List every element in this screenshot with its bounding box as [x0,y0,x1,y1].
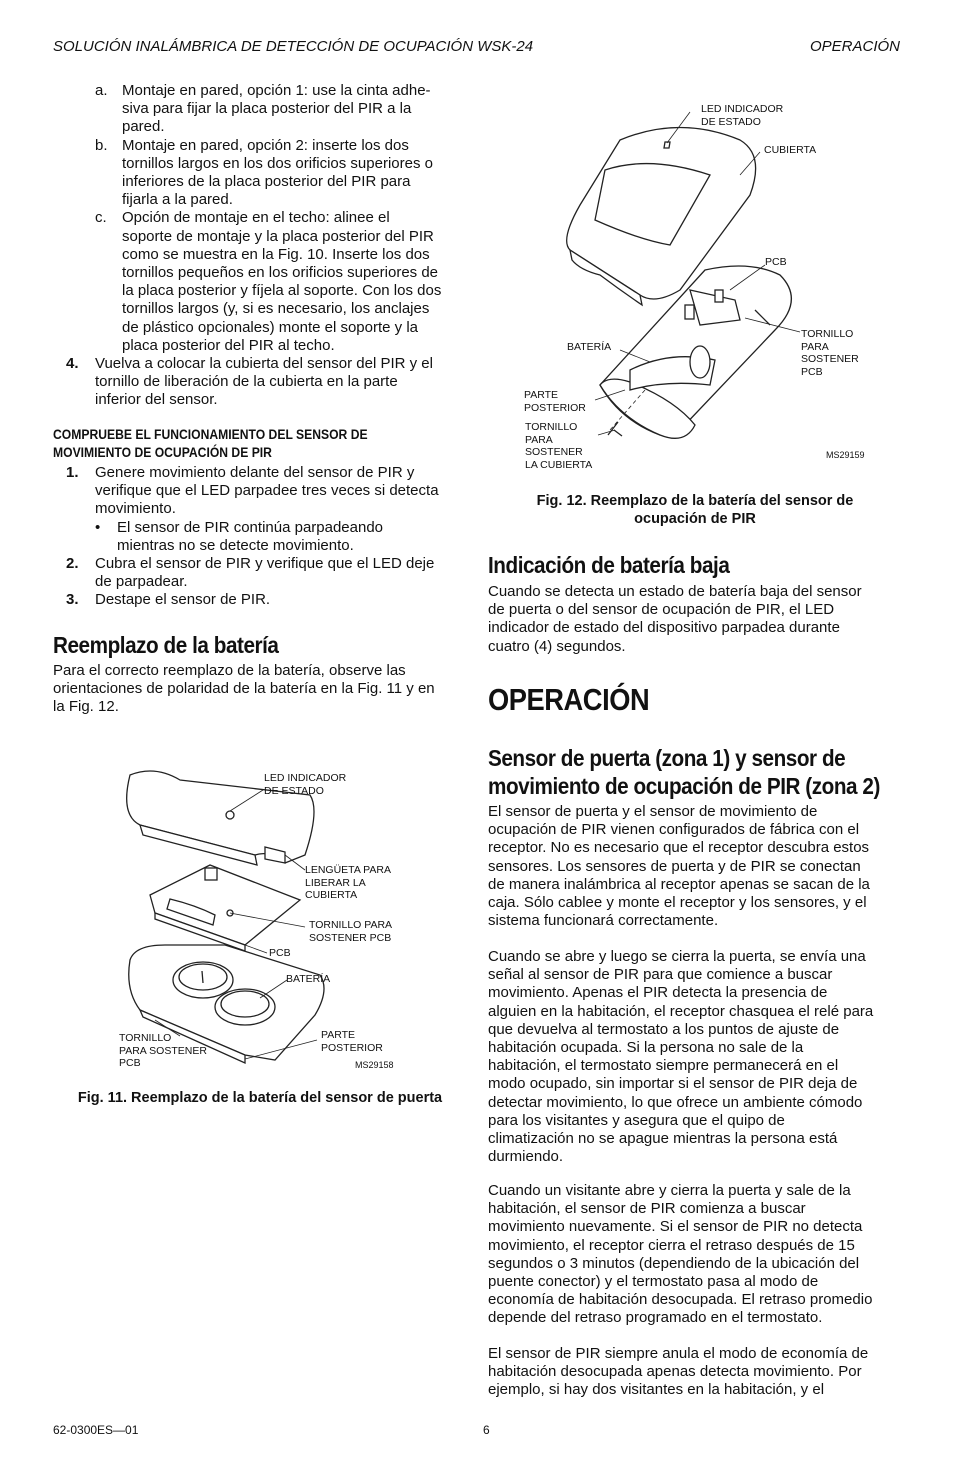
footer-page-number: 6 [483,1423,490,1437]
battery-paragraph: Para el correcto reemplazo de la batería, observe las orientaciones de polaridad de la batería en la Fig. 11 y en la Fig. 12. [53,662,435,716]
check-steps-list [66,464,476,610]
step-4: 4. Vuelva a colocar la cubierta del sensor del PIR y el tornillo de liberación de la cubierta en la parte inferior del sensor. [66,355,433,409]
fig12-caption: Fig. 12. Reemplazo de la batería del sensor de ocupación de PIR [536,493,854,527]
list-item: 2. Cubra el sensor de PIR y verifique que el LED deje de parpadear. [66,555,435,591]
fig11-label-pcb: PCB [269,947,291,959]
fig12-label-back: PARTE POSTERIOR [524,389,586,414]
running-header-title: SOLUCIÓN INALÁMBRICA DE DETECCIÓN DE OCUPACIÓN WSK-24 [53,38,534,55]
fig12-label-cover: CUBIERTA [764,144,817,156]
operation-subheading: Sensor de puerta (zona 1) y sensor de movimiento de ocupación de PIR (zona 2) [488,745,880,799]
operation-heading: OPERACIÓN [488,682,650,717]
fig12-label-battery: BATERÍA [567,341,612,353]
fig11-label-screw-pcb: TORNILLO PARA SOSTENER PCB [309,919,393,944]
operation-paragraph-4: El sensor de PIR siempre anula el modo de economía de habitación desocupada apenas detecta movimiento. Por ejemplo, si hay dos visitantes en la habitación, y el [488,1345,869,1399]
list-item: • El sensor de PIR continúa parpadeando mientras no se detecte movimiento. [95,518,384,554]
fig11-label-back: PARTE POSTERIOR [321,1029,383,1054]
list-item-text: Opción de montaje en el techo: alinee el soporte de montaje y la placa posterior del PIR como se muestra en la Fig. 10. Inserte los dos tornillos pequeños en los orificios superiores de la placa posterior y fíjela al soporte. Con los dos tornillos largos (y, si es necesario, los anclajes de plástico opcionales) monte el soporte y la placa posterior del PIR al techo. [122,209,442,354]
list-marker: 2. [66,555,79,573]
list-marker: 3. [66,591,79,609]
fig12-label-pcb: PCB [765,256,787,268]
operation-paragraph-3: Cuando un visitante abre y cierra la puerta y sale de la habitación, el sensor de PIR comienza a buscar movimiento nuevamente. Si el sensor de PIR no detecta movimiento, el receptor cierra el retraso después de 15 segundos o 3 minutos (dependiendo de la ubicación del puente conector) y el termostato pasa al modo de economía de habitación desocupada. El retraso promedio depende del retraso programado en el termostato. [488,1182,873,1327]
list-item [95,82,475,137]
fig11-code: MS29158 [355,1060,394,1070]
fig12-code: MS29159 [826,450,865,460]
list-item [95,137,475,210]
mounting-steps-list [95,82,475,355]
fig12-label-screw-cover: TORNILLO PARA SOSTENER LA CUBIERTA [525,421,593,471]
fig11-label-led: LED INDICADOR DE ESTADO [264,772,347,797]
list-marker: b. [95,136,108,154]
battery-heading: Reemplazo de la batería [53,632,279,658]
fig11-label-tab: LENGÜETA PARA LIBERAR LA CUBIERTA [305,864,391,901]
fig11-label-battery: BATERÍA [286,973,331,985]
fig12-label-screw-pcb: TORNILLO PARA SOSTENER PCB [801,328,859,378]
fig11-label-screw-left: TORNILLO PARA SOSTENER PCB [119,1032,207,1069]
low-battery-paragraph: Cuando se detecta un estado de batería baja del sensor de puerta o del sensor de ocupación de PIR, el LED indicador de estado del dispositivo parpadea durante cuatro (4) segundos. [488,583,862,655]
footer-doc-number: 62-0300ES—01 [53,1423,139,1437]
list-marker: 4. [66,355,79,372]
running-header-section: OPERACIÓN [810,38,901,55]
list-item [95,209,475,355]
list-item-text: Montaje en pared, opción 1: use la cinta adhe- siva para fijar la placa posterior del PIR a la pared. [122,82,431,136]
list-item: 1. Genere movimiento delante del sensor de PIR y verifique que el LED parpadee tres veces si detecta movimiento. [66,464,439,518]
fig11-caption: Fig. 11. Reemplazo de la batería del sensor de puerta [77,1090,443,1106]
fig12-label-led: LED INDICADOR DE ESTADO [701,103,784,128]
low-battery-heading: Indicación de batería baja [488,552,730,578]
list-marker: 1. [66,464,79,481]
check-heading: COMPRUEBE EL FUNCIONAMIENTO DEL SENSOR DE MOVIMIENTO DE OCUPACIÓN DE PIR [53,427,368,460]
list-item: 3. Destape el sensor de PIR. [66,591,271,609]
list-item-text: Montaje en pared, opción 2: inserte los dos tornillos largos en los dos orificios superiores o inferiores de la placa posterior del PIR para fijarla a la pared. [122,136,433,209]
list-marker: a. [95,82,108,99]
operation-paragraph-1: El sensor de puerta y el sensor de movimiento de ocupación de PIR vienen configurados de fábrica con el receptor. No es necesario que el receptor descubra estos sensores. Los sensores de puerta y de PIR se conectan de manera inalámbrica al receptor apenas se sacan de la caja. Sólo cablee y monte el receptor y los sensores, y el sistema funcionará correctamente. [488,803,870,930]
bullet-marker: • [95,518,101,536]
list-marker: c. [95,209,107,227]
operation-paragraph-2: Cuando se abre y luego se cierra la puerta, se envía una señal al sensor de PIR para que comience a buscar movimiento. Apenas el PIR detecta la presencia de alguien en la habitación, el receptor chasquea el relé para que devuelva al termostato a los puntos de ajuste de habitación ocupada. Si la persona no sale de la habitación, el termostato siempre permanecerá en el modo ocupado, sin importar si el sensor de PIR deja de detectar movimiento, lo que ofrece un ambiente cómodo para los visitantes y asegura que el quipo de climatización no se apague mientras la persona está durmiendo. [488,948,874,1166]
